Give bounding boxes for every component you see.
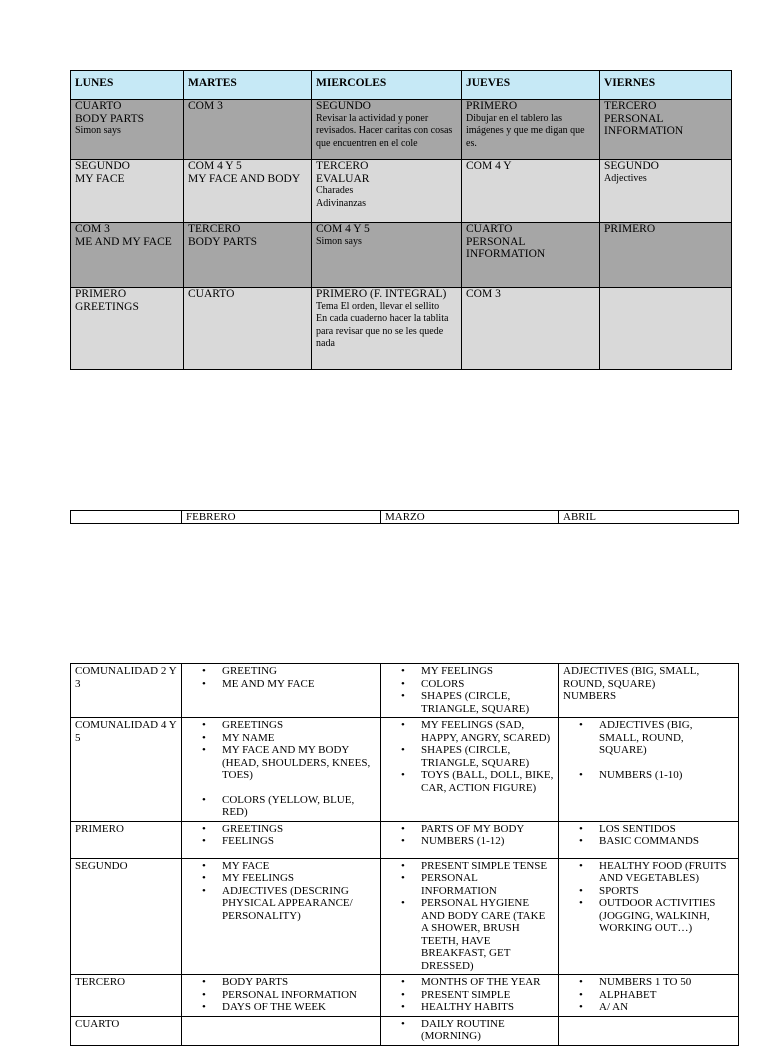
curriculum-text-line: ADJECTIVES (BIG, SMALL, ROUND, SQUARE) [563, 665, 700, 690]
schedule-cell-line: COM 3 [188, 100, 223, 112]
curriculum-cell-abril [559, 718, 739, 822]
schedule-cell-line: BODY PARTS [75, 112, 145, 125]
curriculum-cell-marzo [381, 821, 559, 858]
schedule-header-row [71, 71, 732, 100]
topic-item: • MY FACE [222, 860, 376, 873]
schedule-cell-line: CUARTO [188, 288, 235, 300]
schedule-cell-line: PRIMERO [75, 288, 127, 300]
curriculum-cell-febrero [182, 975, 381, 1017]
topic-item: • MY FACE AND MY BODY (HEAD, SHOULDERS, KNEES, TOES) [222, 744, 376, 782]
topic-item: • OUTDOOR ACTIVITIES (JOGGING, WALKINH, WORKING OUT…) [599, 897, 734, 935]
weekly-schedule-table [70, 70, 732, 370]
topic-list [186, 860, 376, 923]
month-abril: ABRIL [559, 511, 739, 524]
topic-item: • MY FEELINGS [421, 665, 554, 678]
schedule-cell-note: Revisar la actividad y poner revisados. Hacer caritas con cosas que encuentren en el cole [316, 112, 453, 149]
schedule-cell-note: Simon says [75, 125, 121, 136]
topic-item: • SHAPES (CIRCLE, TRIANGLE, SQUARE) [421, 690, 554, 715]
topic-item: • ADJECTIVES (BIG, SMALL, ROUND, SQUARE) [599, 719, 734, 757]
schedule-cell [600, 223, 732, 288]
curriculum-cell-marzo [381, 1016, 559, 1045]
topic-item: • GREETINGS [222, 823, 376, 836]
curriculum-row-label: TERCERO [71, 975, 182, 1017]
schedule-cell-line: COM 4 Y [466, 160, 512, 172]
topic-list [186, 976, 376, 1014]
topic-item: • ME AND MY FACE [222, 678, 376, 691]
schedule-cell-note: Adjectives [604, 172, 647, 184]
schedule-cell [312, 160, 462, 223]
topic-item: • SHAPES (CIRCLE, TRIANGLE, SQUARE) [421, 744, 554, 769]
curriculum-row [71, 821, 739, 858]
curriculum-row-label: SEGUNDO [71, 858, 182, 975]
topic-list [186, 719, 376, 819]
month-febrero: FEBRERO [182, 511, 381, 524]
curriculum-text-line: NUMBERS [563, 690, 617, 702]
topic-item: • ADJECTIVES (DESCRING PHYSICAL APPEARANCE/ PERSONALITY) [222, 885, 376, 923]
topic-list [563, 976, 734, 1014]
schedule-cell-line: TERCERO [316, 160, 369, 172]
topic-item: • ALPHABET [599, 989, 734, 1002]
schedule-cell-line: PRIMERO (F. INTEGRAL) [316, 288, 447, 300]
topic-list [385, 860, 554, 973]
curriculum-cell-marzo [381, 664, 559, 718]
curriculum-row [71, 1016, 739, 1045]
schedule-cell-line: MY FACE [75, 172, 125, 185]
topic-item: • GREETING [222, 665, 376, 678]
curriculum-row [71, 858, 739, 975]
topic-item: • DAYS OF THE WEEK [222, 1001, 376, 1014]
curriculum-cell-febrero [182, 1016, 381, 1045]
topic-item: • NUMBERS (1-12) [421, 835, 554, 848]
header-viernes: VIERNES [600, 71, 732, 100]
topic-item: • COLORS (YELLOW, BLUE, RED) [222, 794, 376, 819]
schedule-cell-line: EVALUAR [316, 172, 370, 185]
topic-item: • PERSONAL INFORMATION [222, 989, 376, 1002]
schedule-cell [462, 288, 600, 370]
curriculum-cell-abril [559, 858, 739, 975]
schedule-cell-line: CUARTO [466, 223, 513, 235]
curriculum-cell-febrero [182, 664, 381, 718]
schedule-cell-note: Charades [316, 185, 354, 196]
curriculum-cell-marzo [381, 975, 559, 1017]
curriculum-cell-febrero [182, 858, 381, 975]
topic-item: • MY NAME [222, 732, 376, 745]
schedule-cell [184, 288, 312, 370]
curriculum-cell-abril [559, 1016, 739, 1045]
topic-item: • COLORS [421, 678, 554, 691]
topic-list [186, 823, 376, 848]
schedule-cell [184, 160, 312, 223]
schedule-cell [312, 288, 462, 370]
header-jueves: JUEVES [462, 71, 600, 100]
schedule-row [71, 223, 732, 288]
topic-item: • TOYS (BALL, DOLL, BIKE, CAR, ACTION FIGURE) [421, 769, 554, 794]
schedule-cell-line: TERCERO [604, 100, 657, 112]
topic-list [563, 823, 734, 848]
curriculum-row-label: COMUNALIDAD 4 Y 5 [71, 718, 182, 822]
curriculum-row-label: COMUNALIDAD 2 Y 3 [71, 664, 182, 718]
schedule-cell-line: ME AND MY FACE [75, 235, 172, 248]
curriculum-cell-abril [559, 975, 739, 1017]
topic-item: • BASIC COMMANDS [599, 835, 734, 848]
topic-item: • HEALTHY FOOD (FRUITS AND VEGETABLES) [599, 860, 734, 885]
topic-list [385, 1018, 554, 1043]
months-row [71, 511, 739, 524]
topic-item: • LOS SENTIDOS [599, 823, 734, 836]
topic-item: • PERSONAL INFORMATION [421, 872, 554, 897]
curriculum-cell-febrero [182, 821, 381, 858]
schedule-cell [184, 223, 312, 288]
schedule-row [71, 288, 732, 370]
schedule-cell-line: SEGUNDO [75, 160, 130, 172]
schedule-cell [462, 223, 600, 288]
schedule-cell [462, 160, 600, 223]
schedule-cell [312, 100, 462, 160]
topic-item: • A/ AN [599, 1001, 734, 1014]
topic-item: • HEALTHY HABITS [421, 1001, 554, 1014]
topic-item: • PRESENT SIMPLE TENSE [421, 860, 554, 873]
topic-item: • BODY PARTS [222, 976, 376, 989]
schedule-cell-line: BODY PARTS [188, 235, 258, 248]
topic-list [385, 976, 554, 1014]
months-table [70, 510, 739, 524]
curriculum-cell-abril [559, 821, 739, 858]
schedule-cell [71, 160, 184, 223]
schedule-cell [600, 288, 732, 370]
schedule-cell-line: PRIMERO [466, 100, 518, 112]
months-blank-cell [71, 511, 182, 524]
curriculum-cell-abril [559, 664, 739, 718]
schedule-cell [312, 223, 462, 288]
curriculum-row-label: PRIMERO [71, 821, 182, 858]
month-marzo: MARZO [381, 511, 559, 524]
header-martes: MARTES [184, 71, 312, 100]
topic-item: • FEELINGS [222, 835, 376, 848]
schedule-cell [71, 100, 184, 160]
curriculum-row [71, 975, 739, 1017]
curriculum-cell-febrero [182, 718, 381, 822]
schedule-cell-note: Tema El orden, llevar el sellito [316, 300, 440, 312]
topic-list [385, 823, 554, 848]
topic-list [385, 665, 554, 715]
schedule-cell [600, 160, 732, 223]
schedule-cell-note: Simon says [316, 235, 362, 247]
schedule-cell-line: SEGUNDO [604, 160, 659, 172]
schedule-cell-line: SEGUNDO [316, 100, 371, 112]
topic-list [186, 665, 376, 690]
schedule-cell [71, 288, 184, 370]
curriculum-cell-marzo [381, 858, 559, 975]
curriculum-table [70, 663, 739, 1046]
schedule-cell-line: COM 3 [75, 223, 110, 235]
topic-item: • MY FEELINGS [222, 872, 376, 885]
topic-item: • GREETINGS [222, 719, 376, 732]
schedule-cell [71, 223, 184, 288]
schedule-cell-line: PRIMERO [604, 223, 656, 235]
topic-item: • NUMBERS 1 TO 50 [599, 976, 734, 989]
schedule-cell [184, 100, 312, 160]
schedule-cell-line: MY FACE AND BODY [188, 172, 301, 185]
topic-item: • PRESENT SIMPLE [421, 989, 554, 1002]
schedule-cell-line: COM 4 Y 5 [188, 160, 242, 172]
topic-item: • NUMBERS (1-10) [599, 769, 734, 782]
topic-list [563, 860, 734, 935]
schedule-cell-line: TERCERO [188, 223, 241, 235]
topic-list [385, 719, 554, 794]
schedule-cell-line: PERSONAL [604, 112, 664, 125]
schedule-cell-line: CUARTO [75, 100, 122, 112]
topic-list [563, 719, 734, 781]
schedule-cell-line: INFORMATION [466, 248, 546, 260]
topic-item: • PARTS OF MY BODY [421, 823, 554, 836]
schedule-cell-note: En cada cuaderno hacer la tablita para revisar que no se les quede nada [316, 313, 449, 349]
schedule-cell-line: PERSONAL [466, 235, 526, 248]
schedule-row [71, 100, 732, 160]
curriculum-cell-marzo [381, 718, 559, 822]
schedule-cell-line: GREETINGS [75, 300, 139, 313]
schedule-cell [462, 100, 600, 160]
schedule-cell-note: Dibujar en el tablero las imágenes y que me digan que es. [466, 112, 585, 149]
topic-item: • DAILY ROUTINE (MORNING) [421, 1018, 554, 1043]
schedule-cell-line: INFORMATION [604, 125, 684, 137]
curriculum-row [71, 664, 739, 718]
schedule-cell-line: COM 3 [466, 288, 501, 300]
schedule-cell-line: COM 4 Y 5 [316, 223, 370, 235]
schedule-cell [600, 100, 732, 160]
topic-item: • MY FEELINGS (SAD, HAPPY, ANGRY, SCARED) [421, 719, 554, 744]
header-lunes: LUNES [71, 71, 184, 100]
topic-item: • MONTHS OF THE YEAR [421, 976, 554, 989]
schedule-row [71, 160, 732, 223]
curriculum-row-label: CUARTO [71, 1016, 182, 1045]
topic-item: • PERSONAL HYGIENE AND BODY CARE (TAKE A SHOWER, BRUSH TEETH, HAVE BREAKFAST, GET DRESSED) [421, 897, 554, 972]
header-miercoles: MIERCOLES [312, 71, 462, 100]
topic-item: • SPORTS [599, 885, 734, 898]
curriculum-row [71, 718, 739, 822]
schedule-cell-note: Adivinanzas [316, 197, 366, 209]
